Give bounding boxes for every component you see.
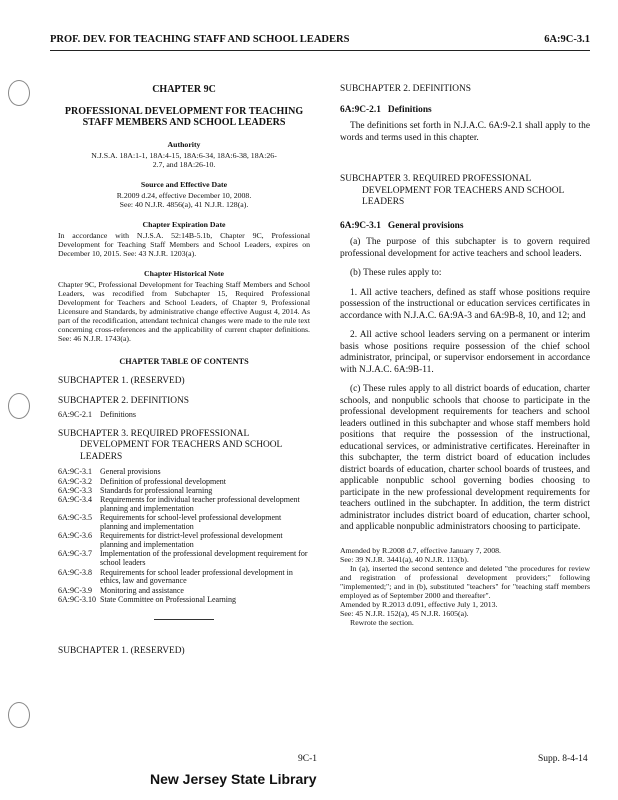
source-heading: Source and Effective Date	[140, 179, 228, 189]
header-rule	[50, 50, 590, 51]
section-3-1-heading	[340, 221, 590, 233]
authority-text: N.J.S.A. 18A:1-1, 18A:4-15, 18A:6-34, 18A:6-38, 18A:26-2.7, and 18A:26-10.	[91, 150, 277, 169]
amendment-line: In (a), inserted the second sentence and deleted "the procedures for review and registration of professional development providers;" following "implemented;"; and in (b), substituted "teachers" for "teaching staff members employed as of September 2000 and thereafter".	[340, 563, 590, 600]
amendment-line: See: 45 N.J.R. 152(a), 45 N.J.R. 1605(a).	[340, 608, 469, 618]
amendment-line: Amended by R.2008 d.7, effective January 7, 2008.	[340, 545, 501, 555]
chapter-number: CHAPTER 9C	[152, 84, 216, 95]
section-3-1-title: General provisions	[387, 220, 464, 231]
chapter-title-line2: STAFF MEMBERS AND SCHOOL LEADERS	[82, 117, 286, 128]
toc-section-number: 6A:9C-3.9	[58, 585, 92, 595]
paragraph-a: (a) The purpose of this subchapter is to govern required professional development for active teachers and school leaders.	[340, 237, 590, 259]
toc-section-number: 6A:9C-3.10	[58, 594, 96, 604]
toc-heading: CHAPTER TABLE OF CONTENTS	[119, 356, 249, 366]
paragraph-b: (b) These rules apply to:	[350, 268, 442, 278]
toc-section-title: Requirements for school-level professional development planning and implementation	[100, 513, 282, 532]
section-3-1-number: 6A:9C-3.1	[340, 220, 381, 231]
expiration-text: In accordance with N.J.S.A. 52:14B-5.1b, Chapter 9C, Professional Development for Teaching Staff Members and School Leaders, expires on December 10, 2015. See: 43 N.J.R. 1203(a).	[58, 230, 310, 258]
authority-heading: Authority	[167, 139, 201, 149]
right-column	[340, 84, 590, 627]
toc-section-title: Monitoring and assistance	[100, 585, 184, 595]
amendment-line: See: 39 N.J.R. 3441(a), 40 N.J.R. 113(b).	[340, 554, 469, 564]
subchapter-3-heading: SUBCHAPTER 3. REQUIRED PROFESSIONAL DEVELOPMENT FOR TEACHERS AND SCHOOL LEADERS	[340, 174, 564, 207]
toc-subchapter-2-list	[58, 411, 310, 420]
toc-section-number: 6A:9C-3.3	[58, 485, 92, 495]
section-2-1-number: 6A:9C-2.1	[340, 104, 381, 115]
left-column	[58, 84, 310, 658]
toc-subchapter-3-list	[58, 468, 310, 605]
toc-section-title: Requirements for district-level professional development planning and implementation	[100, 531, 283, 550]
toc-section-title: General provisions	[100, 467, 161, 477]
toc-subchapter-3: SUBCHAPTER 3. REQUIRED PROFESSIONAL DEVELOPMENT FOR TEACHERS AND SCHOOL LEADERS	[58, 428, 282, 462]
toc-section-number: 6A:9C-3.4	[58, 495, 92, 505]
supplement-date: Supp. 8-4-14	[538, 754, 588, 764]
paragraph-b-2: 2. All active school leaders serving on a permanent or interim basis whose positions require possession of the chief school administrator, principal, or supervisor endorsement in accordance with N.J.A.C. 6A:9B-11.	[340, 330, 590, 375]
expiration-heading: Chapter Expiration Date	[142, 219, 226, 229]
library-stamp: New Jersey State Library	[150, 771, 317, 787]
paragraph-c: (c) These rules apply to all district boards of education, charter schools, and nonpublic schools that choose to participate in the professional development requirements for teachers and school leaders outlined in this subchapter and whose staff members hold positions that require the possession of the instructional, educational services, or administrative certificates. Hereinafter in this subchapter, the term district board of education includes district boards of education, charter school boards of trustees, and applicable nonpublic school governing bodies choosing to participate in the new professional development requirements for teachers outlined in the subchapter. In addition, the term district administrator includes district board of education, charter school, and applicable nonpublic administrators choosing to participate.	[340, 384, 590, 532]
toc-section-title: Standards for professional learning	[100, 485, 213, 495]
toc-section-number: 6A:9C-3.7	[58, 549, 92, 559]
toc-section-title: Requirements for school leader professional development in ethics, law and governance	[100, 567, 293, 586]
punch-hole	[8, 702, 30, 728]
toc-section-number: 6A:9C-3.5	[58, 513, 92, 523]
toc-section-title: Implementation of the professional development requirement for school leaders	[100, 549, 308, 568]
page-number: 9C-1	[298, 754, 317, 764]
toc-subchapter-1: SUBCHAPTER 1. (RESERVED)	[58, 375, 185, 386]
amendment-line: Rewrote the section.	[350, 617, 414, 627]
section-2-1-heading	[340, 105, 590, 117]
toc-section-number: 6A:9C-3.2	[58, 476, 92, 486]
history-heading: Chapter Historical Note	[144, 268, 224, 278]
punch-hole	[8, 393, 30, 419]
paragraph-b-1: 1. All active teachers, defined as staff whose positions require possession of the instructional or education services certificates in accordance with N.J.A.C. 6A:9A-3 and 6A:9B-8, 10, and 12; and	[340, 287, 590, 321]
amendment-line: Amended by R.2013 d.091, effective July 1, 2013.	[340, 599, 498, 609]
divider	[154, 619, 214, 620]
toc-section-number: 6A:9C-3.8	[58, 567, 92, 577]
running-header-section: 6A:9C-3.1	[544, 34, 590, 45]
toc-subchapter-2: SUBCHAPTER 2. DEFINITIONS	[58, 396, 189, 406]
history-text: Chapter 9C, Professional Development for Teaching Staff Members and School Leaders, was recodified from Subchapter 15, Required Professional Development for Teachers and School Leaders, of Chapter 9, Professional Licensure and Standards, by administrative change effective August 4, 2014. As part of the recodification, attendant technical changes were made to the rule text concerning cross-references and the applicability of current chapter definitions. See: 46 N.J.R. 1743(a).	[58, 279, 310, 343]
chapter-title-line1: PROFESSIONAL DEVELOPMENT FOR TEACHING	[64, 105, 304, 117]
toc-section-title: Definitions	[100, 409, 136, 419]
running-header	[50, 34, 590, 48]
subchapter-2-heading: SUBCHAPTER 2. DEFINITIONS	[340, 84, 471, 94]
toc-section-number: 6A:9C-3.6	[58, 531, 92, 541]
toc-section-title: Definition of professional development	[100, 476, 226, 486]
toc-section-title: State Committee on Professional Learning	[100, 594, 236, 604]
section-2-1-title: Definitions	[387, 104, 432, 115]
toc-section-number: 6A:9C-2.1	[58, 409, 92, 419]
source-line2: See: 40 N.J.R. 4856(a), 41 N.J.R. 128(a).	[119, 199, 249, 209]
running-header-title: PROF. DEV. FOR TEACHING STAFF AND SCHOOL LEADERS	[50, 34, 350, 45]
toc-section-number: 6A:9C-3.1	[58, 467, 92, 477]
amendment-notes	[340, 546, 590, 627]
source-line1: R.2009 d.24, effective December 10, 2008.	[116, 190, 252, 200]
subchapter-1-heading: SUBCHAPTER 1. (RESERVED)	[58, 646, 185, 657]
section-2-1-text: The definitions set forth in N.J.A.C. 6A:9-2.1 shall apply to the words and terms used in this chapter.	[340, 121, 590, 143]
toc-section-title: Requirements for individual teacher professional development planning and implementation	[100, 495, 300, 513]
punch-hole	[8, 80, 30, 106]
